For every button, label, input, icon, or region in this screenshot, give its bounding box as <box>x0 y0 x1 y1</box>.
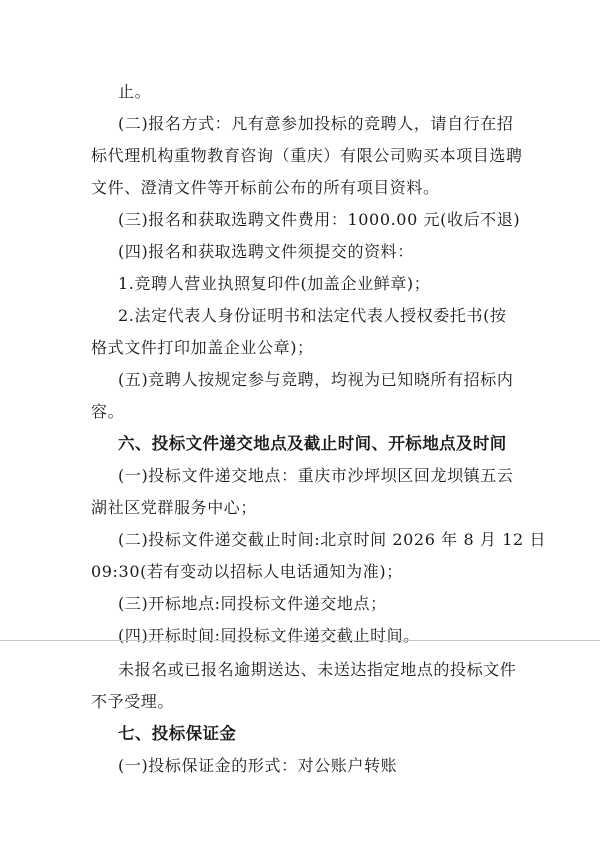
paragraph-line: (四)报名和获取选聘文件须提交的资料： <box>118 242 414 261</box>
paragraph-line: 不予受理。 <box>91 692 175 711</box>
paragraph-line: 止。 <box>118 82 152 101</box>
paragraph-line: 2.法定代表人身份证明书和法定代表人授权委托书(按 <box>118 306 507 325</box>
paragraph-line: (三)开标地点:同投标文件递交地点； <box>118 594 387 613</box>
paragraph-line: (三)报名和获取选聘文件费用：1000.00 元(收后不退) <box>118 210 521 229</box>
paragraph-line: (五)竞聘人按规定参与竞聘，均视为已知晓所有招标内 <box>118 370 514 389</box>
page-divider <box>0 640 600 641</box>
paragraph-line: 标代理机构重物教育咨询（重庆）有限公司购买本项目选聘 <box>91 146 523 165</box>
paragraph-line: (二)投标文件递交截止时间:北京时间 2026 年 8 月 12 日 <box>118 530 547 549</box>
section-heading: 七、投标保证金 <box>118 724 237 743</box>
paragraph-line: 格式文件打印加盖企业公章)； <box>91 338 314 357</box>
paragraph-line: 未报名或已报名逾期送达、未送达指定地点的投标文件 <box>118 660 517 679</box>
paragraph-line: (四)开标时间:同投标文件递交截止时间。 <box>118 626 420 645</box>
paragraph-line: 湖社区党群服务中心； <box>91 498 258 517</box>
paragraph-line: (二)报名方式：凡有意参加投标的竞聘人，请自行在招 <box>118 114 514 133</box>
paragraph-line: (一)投标保证金的形式：对公账户转账 <box>118 756 398 775</box>
paragraph-line: 1.竞聘人营业执照复印件(加盖企业鲜章)； <box>118 274 431 293</box>
section-heading: 六、投标文件递交地点及截止时间、开标地点及时间 <box>118 434 507 453</box>
paragraph-line: (一)投标文件递交地点：重庆市沙坪坝区回龙坝镇五云 <box>118 466 514 485</box>
paragraph-line: 09:30(若有变动以招标人电话通知为准)； <box>91 562 403 581</box>
paragraph-line: 容。 <box>91 402 125 421</box>
paragraph-line: 文件、澄清文件等开标前公布的所有项目资料。 <box>91 178 440 197</box>
